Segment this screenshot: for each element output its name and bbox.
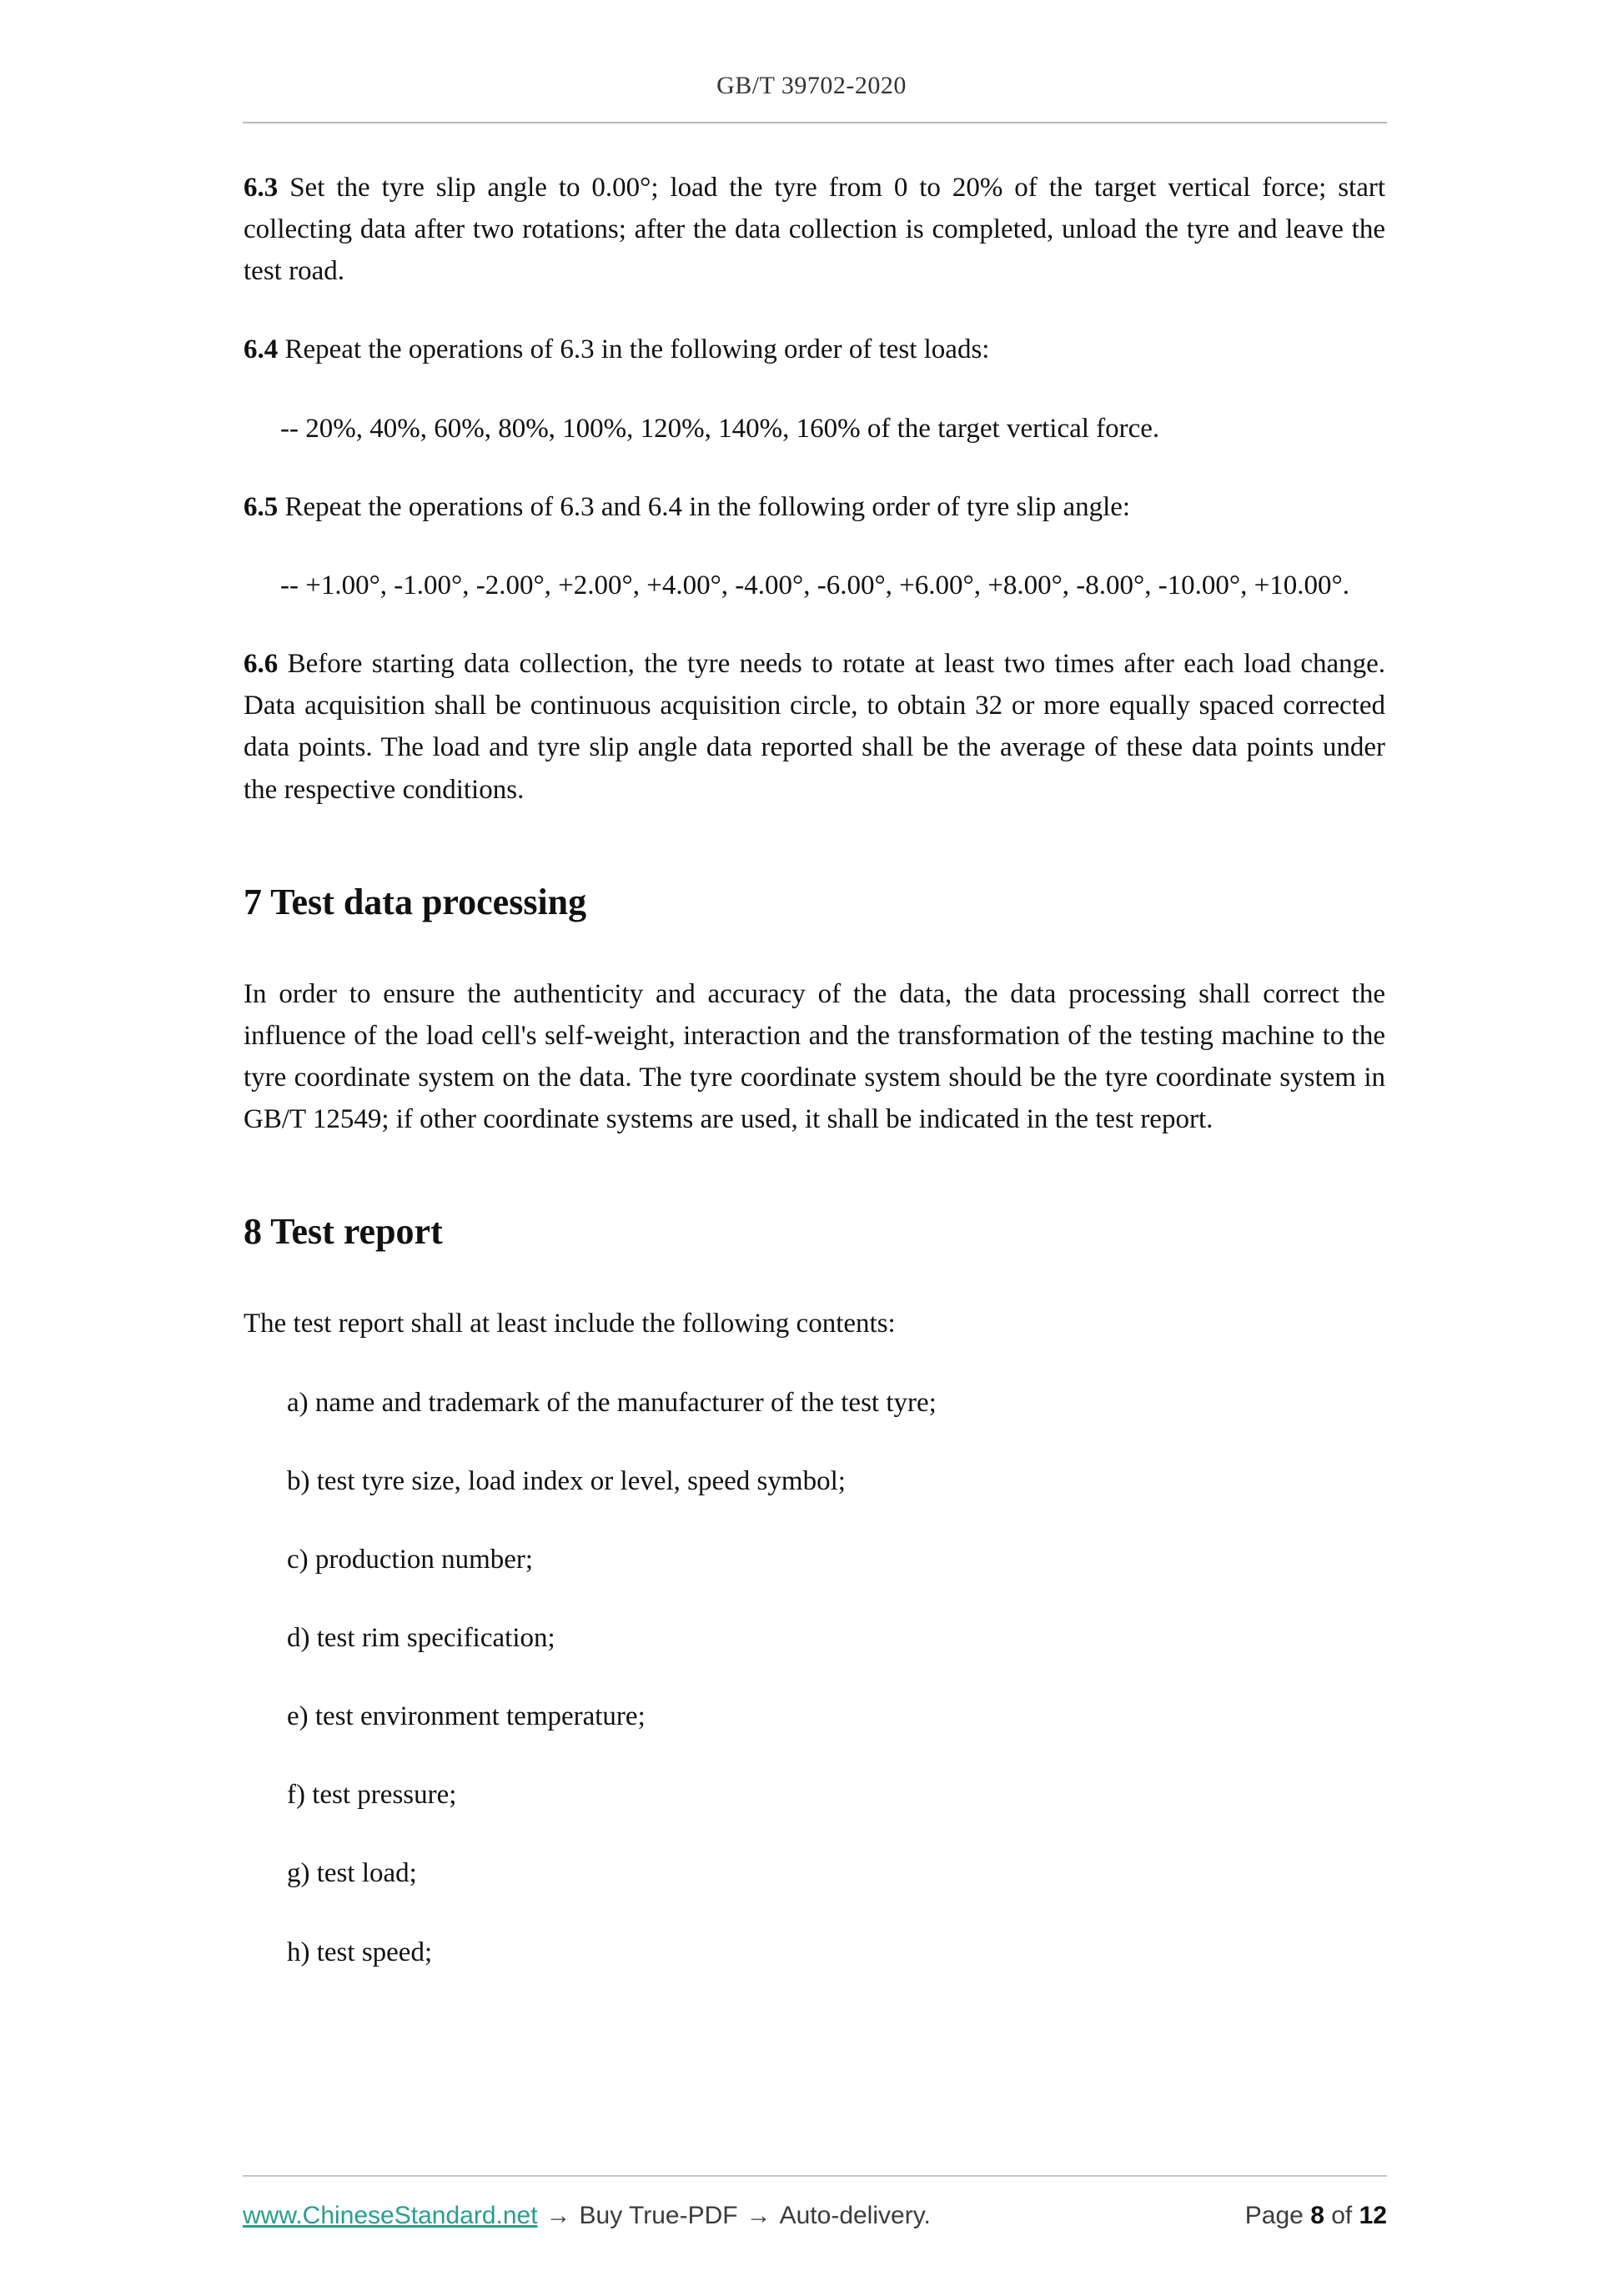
paragraph-6-4	[244, 329, 1385, 370]
report-item-e: e) test environment temperature;	[287, 1701, 646, 1732]
document-body	[244, 167, 1385, 1973]
report-item-a: a) name and trademark of the manufacturer of the test tyre;	[287, 1387, 937, 1418]
page-header	[0, 0, 1623, 100]
paragraph-6-6-text: Before starting data collection, the tyre needs to rotate at least two times after each load change. Data acquisition shall be continuous acquisition circle, to obtain 32 or more equally spaced corrected data points. The load and tyre slip angle data reported shall be the average of these data points under the respective conditions.	[244, 649, 1386, 805]
page-footer	[0, 2175, 1623, 2296]
section-number-6-4: 6.4	[244, 334, 279, 365]
total-pages: 12	[1359, 2202, 1387, 2229]
report-item-f: f) test pressure;	[287, 1780, 457, 1811]
load-sequence-list: -- 20%, 40%, 60%, 80%, 100%, 120%, 140%, 160% of the target vertical force.	[280, 413, 1160, 444]
page-label: Page	[1244, 2202, 1304, 2229]
section-number-6-5: 6.5	[244, 491, 279, 522]
section-number-6-6: 6.6	[244, 649, 279, 680]
paragraph-6-5	[244, 486, 1385, 528]
paragraph-6-6	[244, 643, 1385, 811]
footer-page-indicator	[1245, 2202, 1387, 2230]
section-heading-7: 7 Test data processing	[244, 881, 587, 922]
header-divider	[243, 122, 1387, 123]
footer-website-link[interactable]: www.ChineseStandard.net	[243, 2202, 538, 2229]
paragraph-6-3	[244, 167, 1385, 292]
section-heading-8: 8 Test report	[244, 1211, 443, 1253]
paragraph-6-5-text: Repeat the operations of 6.3 and 6.4 in the following order of tyre slip angle:	[284, 491, 1131, 522]
report-item-h: h) test speed;	[287, 1937, 433, 1967]
footer-source-line	[243, 2202, 931, 2230]
paragraph-6-4-text: Repeat the operations of 6.3 in the following order of test loads:	[284, 334, 990, 365]
page-number: 8	[1310, 2202, 1324, 2229]
footer-arrow-icon: →	[746, 2202, 771, 2229]
report-item-c: c) production number;	[287, 1544, 534, 1575]
paragraph-8-intro: The test report shall at least include the following contents:	[244, 1309, 896, 1339]
slip-angle-sequence-list: -- +1.00°, -1.00°, -2.00°, +2.00°, +4.00°, -4.00°, -6.00°, +6.00°, +8.00°, -8.00°, -10.00°, +10.00°.	[280, 570, 1349, 600]
paragraph-7: In order to ensure the authenticity and accuracy of the data, the data processing shall correct the influence of the load cell's self-weight, interaction and the transformation of the testing machine to the tyre coordinate system on the data. The tyre coordinate system should be the tyre coordinate system in GB/T 12549; if other coordinate systems are used, it shall be indicated in the test report.	[244, 978, 1385, 1135]
footer-divider	[243, 2175, 1387, 2177]
of-label: of	[1331, 2202, 1353, 2229]
footer-buy-text: Buy True-PDF	[579, 2202, 738, 2229]
section-number-6-3: 6.3	[244, 173, 279, 203]
report-item-b: b) test tyre size, load index or level, speed symbol;	[287, 1465, 846, 1496]
footer-delivery-text: Auto-delivery.	[779, 2202, 931, 2229]
report-item-d: d) test rim specification;	[287, 1622, 555, 1653]
paragraph-6-3-text: Set the tyre slip angle to 0.00°; load the tyre from 0 to 20% of the target vertical force; start collecting data after two rotations; after the data collection is completed, unload the tyre and leave the test road.	[244, 173, 1386, 287]
footer-arrow-icon: →	[545, 2202, 571, 2229]
standard-number-title: GB/T 39702-2020	[716, 72, 907, 99]
report-item-g: g) test load;	[287, 1858, 417, 1889]
